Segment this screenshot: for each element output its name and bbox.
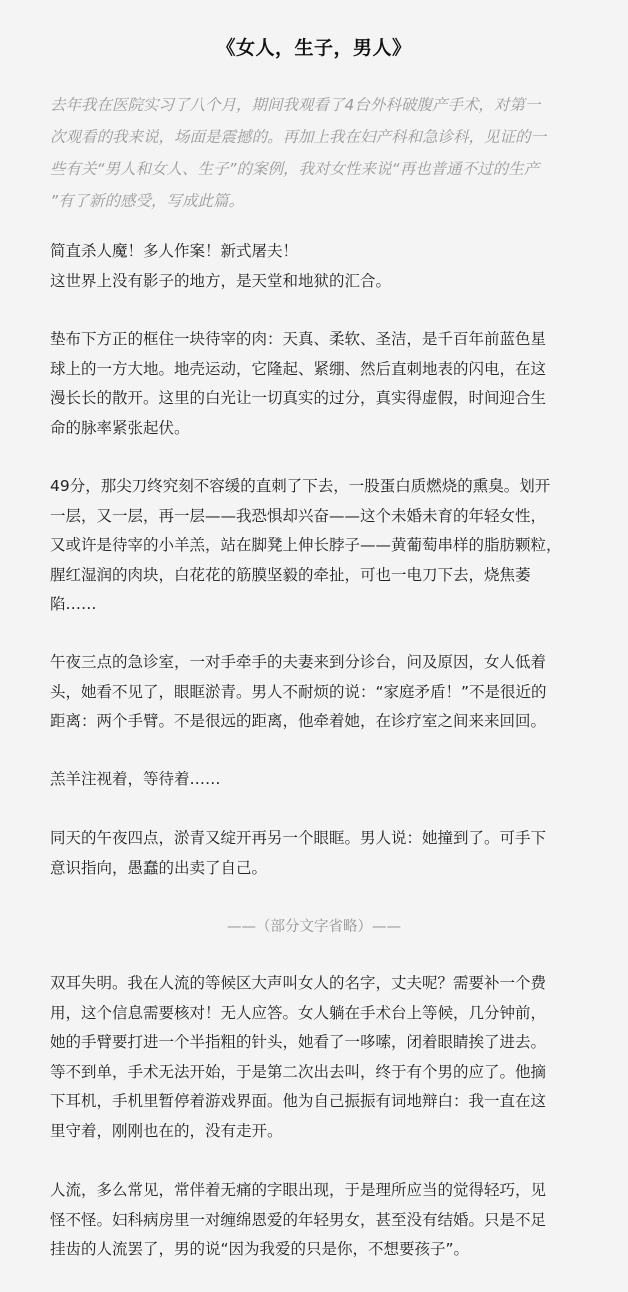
- paragraph-line: 怪不怪。妇科病房里一对缠绵恩爱的年轻男女，甚至没有结婚。只是不足: [50, 1210, 547, 1229]
- paragraph-line: 头，她看不见了，眼眶淤青。男人不耐烦的说：“家庭矛盾！”不是很近的: [50, 682, 547, 701]
- paragraph-line: 这世界上没有影子的地方，是天堂和地狱的汇合。: [50, 271, 392, 290]
- paragraph-line: 午夜三点的急诊室，一对手牵手的夫妻来到分诊台，问及原因，女人低着: [50, 653, 547, 671]
- paragraph-line: 里守着，刚刚也在的，没有走开。: [50, 1121, 283, 1140]
- paragraph-line: 用，这个信息需要核对！无人应答。女人躺在手术台上等候，几分钟前，: [50, 1003, 547, 1022]
- intro-line: 些有关“男人和女人、生子”的案例，我对女性来说“再也普通不过的生产: [50, 160, 540, 178]
- paragraph-line: 腥红湿润的肉块，白花花的筋膜坚毅的牵扯，可也一电刀下去，烧焦萎: [50, 565, 531, 584]
- omission-divider: ——（部分文字省略）——: [227, 919, 401, 935]
- paragraph-line: 简直杀人魔！多人作案！新式屠夫！: [50, 242, 299, 260]
- paragraph-line: 一层，又一层，再一层——我恐惧却兴奋——这个未婚未育的年轻女性，: [50, 506, 547, 525]
- paragraph-line: 下耳机，手机里暂停着游戏界面。他为自己振振有词地辩白：我一直在这: [50, 1092, 547, 1110]
- paragraph-8: [50, 1176, 582, 1265]
- paragraph-line: 49分，那尖刀终究刻不容缓的直刺了下去，一股蛋白质燃烧的熏臭。划开: [50, 477, 551, 495]
- paragraph-line: 挂齿的人流罢了，男的说“因为我爱的只是你，不想要孩子”。: [50, 1240, 470, 1258]
- paragraph-line: 意识指向，愚蠢的出卖了自己。: [50, 858, 268, 877]
- paragraph-2: [50, 325, 582, 443]
- paragraph-line: 漫长长的散开。这里的白光让一切真实的过分，真实得虚假，时间迎合生: [50, 389, 547, 407]
- intro-line: ”有了新的感受，写成此篇。: [50, 192, 245, 210]
- intro-line: 去年我在医院实习了八个月，期间我观看了4台外科破腹产手术，对第一: [50, 96, 541, 114]
- intro-line: 次观看的我来说，场面是震撼的。再加上我在妇产科和急诊科，见证的一: [50, 128, 547, 146]
- paragraph-line: 双耳失明。我在人流的等候区大声叫女人的名字，丈夫呢？需要补一个费: [50, 974, 547, 992]
- paragraph-line: 她的手臂要打进一个半指粗的针头，她看了一哆嗦，闭着眼睛挨了进去。: [50, 1033, 547, 1051]
- article-intro: [50, 89, 578, 217]
- paragraph-line: 距离：两个手臂。不是很远的距离，他牵着她，在诊疗室之间来来回回。: [50, 712, 547, 730]
- article-title: 《女人，生子，男人》: [216, 37, 412, 59]
- paragraph-line: 人流，多么常见，常伴着无痛的字眼出现，于是理所应当的觉得轻巧，见: [50, 1181, 547, 1199]
- paragraph-line: 同天的午夜四点，淤青又绽开再另一个眼眶。男人说：她撞到了。可手下: [50, 829, 547, 847]
- paragraph-line: 羔羊注视着，等待着……: [50, 770, 221, 788]
- paragraph-line: 又或许是待宰的小羊羔，站在脚凳上伸长脖子——黄葡萄串样的脂肪颗粒，: [50, 536, 562, 554]
- paragraph-7: [50, 969, 582, 1146]
- paragraph-line: 垫布下方正的框住一块待宰的肉：天真、柔软、圣洁，是千百年前蓝色星: [50, 330, 547, 348]
- paragraph-line: 命的脉率紧张起伏。: [50, 418, 190, 437]
- paragraph-5: [50, 765, 582, 795]
- paragraph-4: [50, 648, 582, 737]
- paragraph-line: 等不到单，手术无法开始，于是第二次出去叫，终于有个男的应了。他摘: [50, 1062, 547, 1081]
- paragraph-3: [50, 472, 582, 620]
- paragraph-line: 球上的一方大地。地壳运动，它隆起、紧绷、然后直刺地表的闪电，在这: [50, 359, 547, 378]
- paragraph-1: [50, 237, 582, 296]
- paragraph-6: [50, 824, 582, 883]
- paragraph-line: 陷……: [50, 595, 97, 613]
